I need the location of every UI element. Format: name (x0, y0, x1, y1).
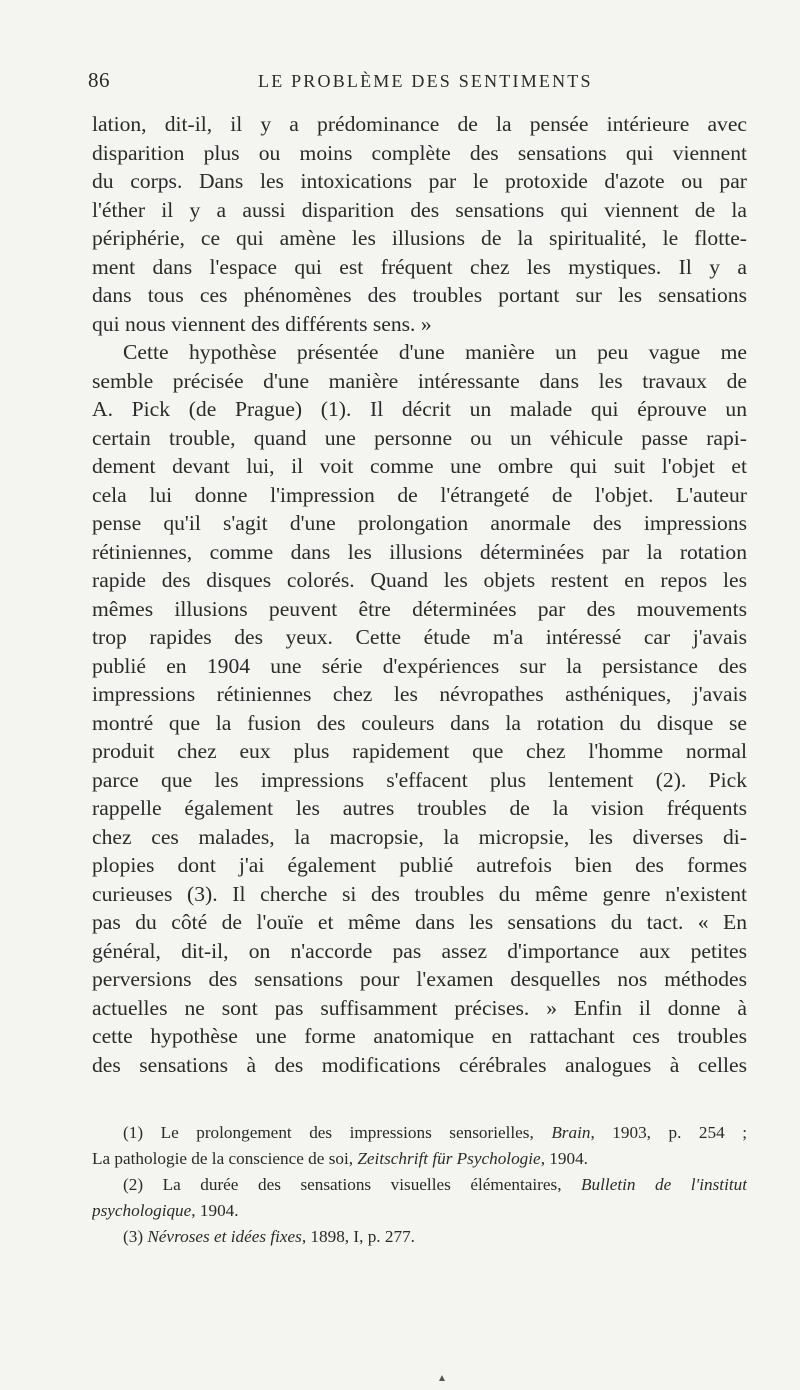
text-line: mêmes illusions peuvent être déterminées par des mouvements (92, 596, 747, 621)
text-line: périphérie, ce qui amène les illusions de la spiritualité, le flotte- (92, 226, 747, 250)
text-line: pas du côté de l'ouïe et même dans les sensations du tact. « En (92, 910, 747, 934)
text-line: lation, dit-il, il y a prédominance de la pensée intérieure avec (92, 112, 747, 136)
text-line: l'éther il y a aussi disparition des sensations qui viennent de la (92, 197, 747, 222)
text-line: qui nous viennent des différents sens. » (92, 311, 432, 336)
text-line: dement devant lui, il voit comme une ombre qui suit l'objet et (92, 454, 747, 478)
footnotes (92, 1120, 747, 1250)
text-line: actuelles ne sont pas suffisamment précises. » Enfin il donne à (92, 995, 747, 1020)
text-line: rapide des disques colorés. Quand les objets restent en repos les (92, 568, 747, 592)
text-line: chez ces malades, la macropsie, la micropsie, les diverses di- (92, 824, 747, 849)
footnote-3-title: Névroses et idées fixes (147, 1227, 302, 1246)
body-text (92, 110, 747, 1079)
footnote-2-citation: , 1904. (191, 1201, 239, 1220)
text-line: impressions rétiniennes chez les névropathes asthéniques, j'avais (92, 682, 747, 706)
footnote-3 (92, 1224, 747, 1250)
text-line: trop rapides des yeux. Cette étude m'a intéressé car j'avais (92, 625, 747, 649)
text-line: ment dans l'espace qui est fréquent chez les mystiques. Il y a (92, 254, 747, 279)
footnote-1 (92, 1120, 747, 1146)
text-line: cette hypothèse une forme anatomique en rattachant ces troubles (92, 1024, 747, 1048)
footnote-1-citation: , 1903, p. 254 ; (590, 1123, 747, 1142)
text-line: A. Pick (de Prague) (1). Il décrit un malade qui éprouve un (92, 397, 747, 421)
footnote-1-text: (1) Le prolongement des impressions sensorielles, (123, 1123, 552, 1142)
text-line: perversions des sensations pour l'examen desquelles nos méthodes (92, 967, 747, 991)
footnote-2-continued (92, 1198, 747, 1224)
page-number: 86 (88, 68, 110, 92)
text-line: disparition plus ou moins complète des sensations qui viennent (92, 140, 747, 165)
running-head: LE PROBLÈME DES SENTIMENTS (258, 71, 593, 91)
text-line: montré que la fusion des couleurs dans la rotation du disque se (92, 710, 747, 735)
footnote-2-journal: Bulletin de l'institut (581, 1175, 747, 1194)
footnote-1-journal: Brain (551, 1123, 591, 1142)
text-line: du corps. Dans les intoxications par le protoxide d'azote ou par (92, 169, 747, 193)
text-line: général, dit-il, on n'accorde pas assez d'importance aux petites (92, 938, 747, 963)
text-line: semble précisée d'une manière intéressante dans les travaux de (92, 368, 747, 393)
footnote-2 (92, 1172, 747, 1198)
text-line: publié en 1904 une série d'expériences sur la persistance des (92, 653, 747, 678)
footnote-1-citation-2: , 1904. (540, 1149, 588, 1168)
text-line: parce que les impressions s'effacent plus lentement (2). Pick (92, 767, 747, 792)
text-line: pense qu'il s'agit d'une prolongation anormale des impressions (92, 511, 747, 535)
text-line: curieuses (3). Il cherche si des troubles du même genre n'existent (92, 881, 747, 906)
text-line: certain trouble, quand une personne ou un véhicule passe rapi- (92, 425, 747, 450)
footnote-1-continued (92, 1146, 747, 1172)
text-line: rétiniennes, comme dans les illusions déterminées par la rotation (92, 539, 747, 564)
text-line: rappelle également les autres troubles de la vision fréquents (92, 796, 747, 820)
text-line: des sensations à des modifications cérébrales analogues à celles (92, 1052, 747, 1077)
footnote-3-text: (3) (123, 1227, 148, 1246)
footnote-1-journal-2: Zeitschrift für Psychologie (357, 1149, 541, 1168)
footnote-2-journal-2: psychologique (92, 1201, 192, 1220)
text-line: cela lui donne l'impression de l'étrangeté de l'objet. L'auteur (92, 482, 747, 507)
print-speck (439, 1375, 445, 1381)
text-line: Cette hypothèse présentée d'une manière un peu vague me (123, 340, 747, 364)
footnote-1-text-2: La pathologie de la conscience de soi, (92, 1149, 358, 1168)
footnote-2-text: (2) La durée des sensations visuelles élémentaires, (123, 1175, 582, 1194)
text-line: dans tous ces phénomènes des troubles portant sur les sensations (92, 283, 747, 307)
text-line: plopies dont j'ai également publié autrefois bien des formes (92, 853, 747, 877)
text-line: produit chez eux plus rapidement que chez l'homme normal (92, 739, 747, 763)
footnote-3-citation: , 1898, I, p. 277. (301, 1227, 415, 1246)
